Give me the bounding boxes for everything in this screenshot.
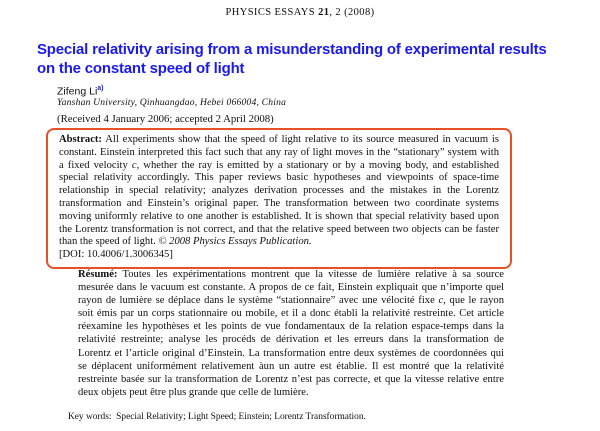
- paper-title: [37, 41, 547, 78]
- velocity-c-symbol-fr: c: [438, 295, 444, 307]
- abstract-text-2: , whether the ray is emitted by a stationary or by a moving body, and established special relativity accordingly. This paper reviews basic hypotheses and viewpoints of space-time relationship in special relativity; analyzes derivation processes and the mistakes in the Lorentz transformation and Einstein’s original paper. The transformation between two coordinate systems moving uniformly relative to one another is established. It is shown that special relativity based upon the Lorentz transformation is not correct, and that the relative speed between two objects can be faster than the speed of light.: [59, 159, 499, 248]
- abstract-paragraph: [59, 134, 499, 249]
- resume-paragraph: [78, 268, 504, 399]
- velocity-c-symbol: c: [131, 159, 137, 171]
- resume-label: Résumé:: [78, 269, 118, 280]
- abstract-box: [46, 128, 512, 269]
- title-line-1: Special relativity arising from a misunderstanding of experimental results: [37, 41, 547, 58]
- abstract-label: Abstract:: [59, 134, 102, 145]
- author-name: [57, 85, 104, 98]
- keywords-line: Key words: Special Relativity; Light Speed; Einstein; Lorentz Transformation.: [68, 412, 366, 422]
- abstract-text-1: All experiments show that the speed of light relative to its source measured in vacuum is constant. Einstein interpreted this fact such that any ray of light moves in the “stationary” system with a fixed velocity: [59, 134, 499, 171]
- journal-volume: 21: [318, 7, 330, 18]
- title-line-2: on the constant speed of light: [37, 59, 245, 77]
- copyright-notice: © 2008 Physics Essays Publication.: [158, 236, 312, 248]
- journal-issue: , 2 (2008): [329, 7, 375, 18]
- author-affiliation: Yanshan University, Qinhuangdao, Hebei 066004, China: [57, 97, 287, 108]
- resume-text-2: , que le rayon soit émis par un corps stationnaire ou mobile, et il a donc établi la relativité restreinte. Cet article réexamine les hypothèses et les points de vue fondamentaux de la relation espace-temps dans la relativité restreinte; analyse les procéds de dérivation et les erreurs dans la transformation de Lorentz et l’article original d’Einstein. La transformation entre deux systèmes de coordonnées qui se déplacent uniformément relativement àun un autre est établie. Il est montré que la relativité restreinte basée sur la transformation de Lorentz n’est pas correcte, et que la vitesse relative entre deux objets peut être plus grande que celle de lumière.: [78, 295, 505, 398]
- received-dates: (Received 4 January 2006; accepted 2 April 2008): [57, 113, 274, 125]
- journal-name: PHYSICS ESSAYS: [225, 7, 319, 18]
- author-name-text: Zifeng Li: [57, 85, 98, 98]
- journal-header: [0, 7, 600, 18]
- resume-text-1: Toutes les expérimentations montrent que la vitesse de lumière relative à sa source mesurée dans le vacuum est constante. A propos de ce fait, Einstein expliquait que n’importe quel rayon de lumière se déplace dans le système “stationnaire” avec une vélocité fixe: [78, 269, 504, 307]
- author-footnote-marker: a): [97, 85, 104, 92]
- doi: [DOI: 10.4006/1.3006345]: [59, 249, 173, 261]
